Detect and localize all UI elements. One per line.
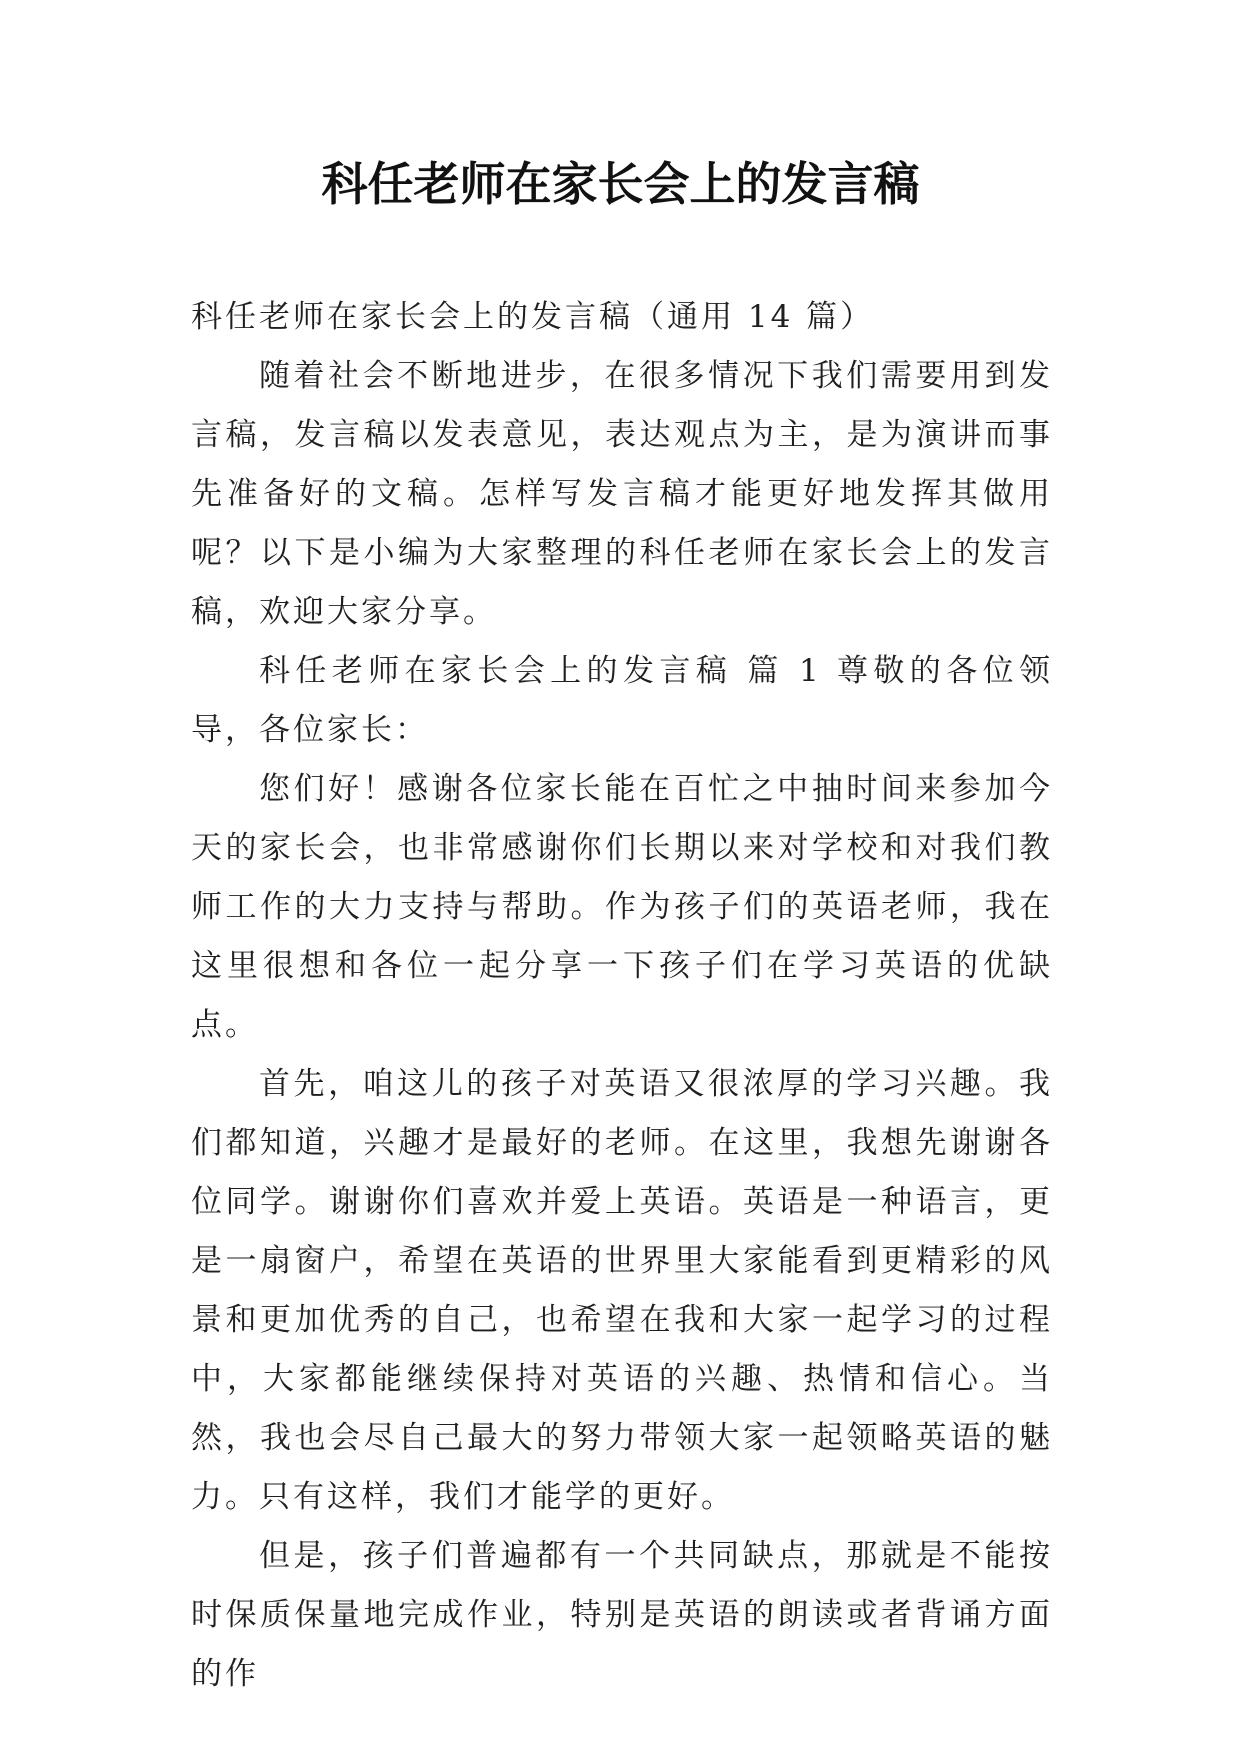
document-body [191, 288, 1053, 1704]
section-heading-paragraph: 科任老师在家长会上的发言稿 篇 1 尊敬的各位领导，各位家长： [191, 653, 1053, 748]
document-title: 科任老师在家长会上的发言稿 [321, 157, 920, 211]
interest-paragraph: 首先，咱这儿的孩子对英语又很浓厚的学习兴趣。我们都知道，兴趣才是最好的老师。在这里，我想先谢谢各位同学。谢谢你们喜欢并爱上英语。英语是一种语言，更是一扇窗户，希望在英语的世界里大家能看到更精彩的风景和更加优秀的自己，也希望在我和大家一起学习的过程中，大家都能继续保持对英语的兴趣、热情和信心。当然，我也会尽自己最大的努力带领大家一起领略英语的魅力。只有这样，我们才能学的更好。 [191, 1066, 1053, 1515]
greeting-paragraph: 您们好！感谢各位家长能在百忙之中抽时间来参加今天的家长会，也非常感谢你们长期以来对学校和对我们教师工作的大力支持与帮助。作为孩子们的英语老师，我在这里很想和各位一起分享一下孩子们在学习英语的优缺点。 [191, 771, 1053, 1043]
intro-paragraph: 随着社会不断地进步，在很多情况下我们需要用到发言稿，发言稿以发表意见，表达观点为主，是为演讲而事先准备好的文稿。怎样写发言稿才能更好地发挥其做用呢？以下是小编为大家整理的科任老师在家长会上的发言稿，欢迎大家分享。 [191, 358, 1053, 630]
shortcoming-paragraph: 但是，孩子们普遍都有一个共同缺点，那就是不能按时保质保量地完成作业，特别是英语的朗读或者背诵方面的作 [191, 1538, 1053, 1692]
subtitle-paragraph: 科任老师在家长会上的发言稿（通用 14 篇） [191, 299, 875, 335]
